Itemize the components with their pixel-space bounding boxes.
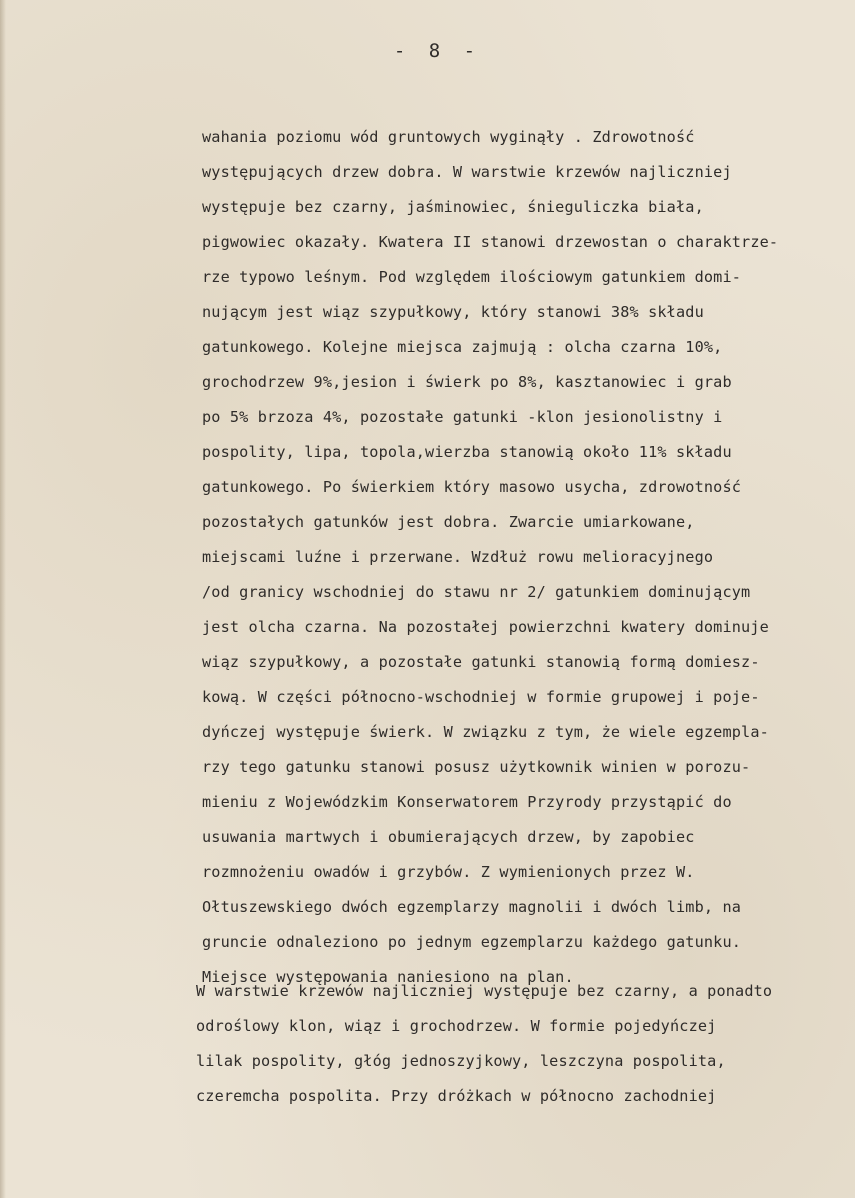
page-edge-shadow xyxy=(0,0,6,1198)
text-line: rozmnożeniu owadów i grzybów. Z wymienionych przez W. xyxy=(202,863,695,881)
text-line: Ołtuszewskiego dwóch egzemplarzy magnolii i dwóch limb, na xyxy=(202,898,742,916)
text-line: grochodrzew 9%,jesion i świerk po 8%, kasztanowiec i grab xyxy=(202,373,732,391)
text-line: po 5% brzoza 4%, pozostałe gatunki -klon jesionolistny i xyxy=(202,408,723,426)
text-line: Miejsce występowania naniesiono na plan. xyxy=(202,968,574,986)
text-line: wahania poziomu wód gruntowych wyginąły . Zdrowotność xyxy=(202,128,695,146)
page-number: - 8 - xyxy=(393,40,482,62)
text-line: mieniu z Wojewódzkim Konserwatorem Przyrody przystąpić do xyxy=(202,793,732,811)
text-line: usuwania martwych i obumierających drzew, by zapobiec xyxy=(202,828,695,846)
text-line: gatunkowego. Po świerkiem który masowo usycha, zdrowotność xyxy=(202,478,742,496)
text-line: odroślowy klon, wiąz i grochodrzew. W formie pojedyńczej xyxy=(196,1017,717,1035)
text-line: rzy tego gatunku stanowi posusz użytkownik winien w porozu- xyxy=(202,758,751,776)
paragraph-shrubs xyxy=(196,974,836,1114)
text-line: W warstwie krzewów najliczniej występuje bez czarny, a ponadto xyxy=(196,982,773,1000)
text-line: dyńczej występuje świerk. W związku z tym, że wiele egzempla- xyxy=(202,723,769,741)
text-line: jest olcha czarna. Na pozostałej powierzchni kwatery dominuje xyxy=(202,618,769,636)
text-line: nującym jest wiąz szypułkowy, który stanowi 38% składu xyxy=(202,303,704,321)
text-line: /od granicy wschodniej do stawu nr 2/ gatunkiem dominującym xyxy=(202,583,751,601)
text-line: pozostałych gatunków jest dobra. Zwarcie umiarkowane, xyxy=(202,513,695,531)
text-line: pospolity, lipa, topola,wierzba stanowią około 11% składu xyxy=(202,443,732,461)
text-line: gruncie odnaleziono po jednym egzemplarzu każdego gatunku. xyxy=(202,933,742,951)
text-line: rze typowo leśnym. Pod względem ilościowym gatunkiem domi- xyxy=(202,268,742,286)
text-line: gatunkowego. Kolejne miejsca zajmują : olcha czarna 10%, xyxy=(202,338,723,356)
text-line: wiąz szypułkowy, a pozostałe gatunki stanowią formą domiesz- xyxy=(202,653,760,671)
text-line: pigwowiec okazały. Kwatera II stanowi drzewostan o charaktrze- xyxy=(202,233,779,251)
text-line: czeremcha pospolita. Przy dróżkach w północno zachodniej xyxy=(196,1087,717,1105)
text-line: kową. W części północno-wschodniej w formie grupowej i poje- xyxy=(202,688,760,706)
paragraph-main xyxy=(202,120,842,995)
text-line: występuje bez czarny, jaśminowiec, śnieguliczka biała, xyxy=(202,198,704,216)
text-line: miejscami luźne i przerwane. Wzdłuż rowu melioracyjnego xyxy=(202,548,714,566)
text-line: lilak pospolity, głóg jednoszyjkowy, leszczyna pospolita, xyxy=(196,1052,726,1070)
text-line: występujących drzew dobra. W warstwie krzewów najliczniej xyxy=(202,163,732,181)
